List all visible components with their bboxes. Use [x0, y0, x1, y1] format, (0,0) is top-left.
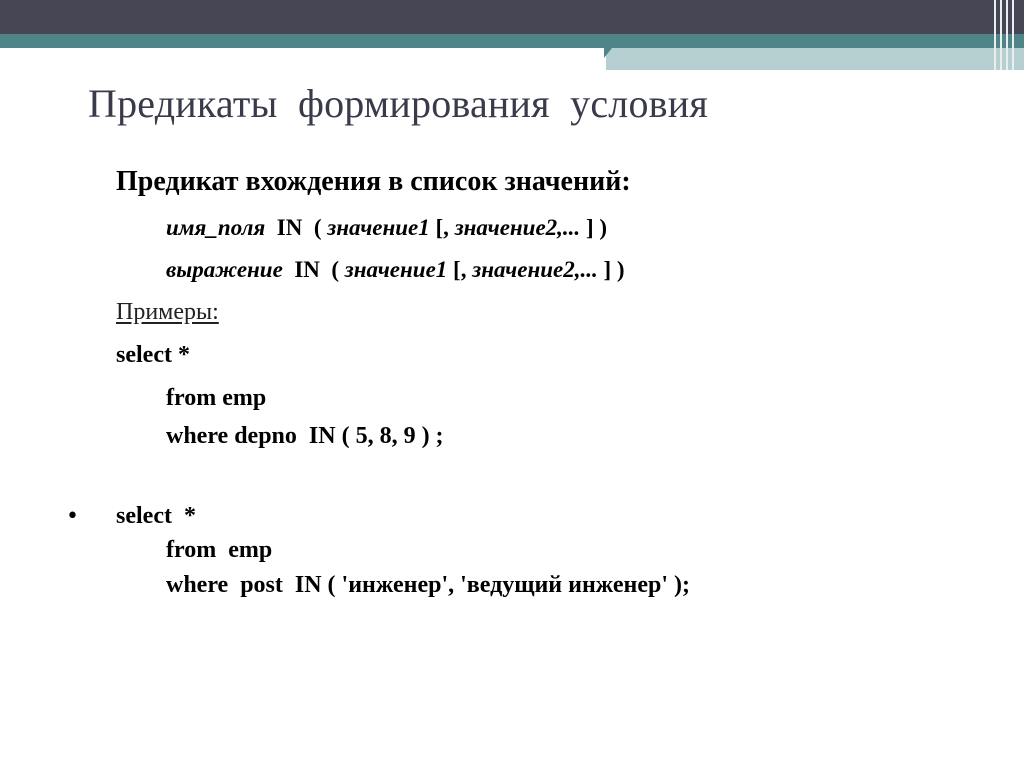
syntax-open-paren: (: [319, 257, 340, 282]
syntax-keyword: IN: [294, 257, 320, 282]
syntax-line-expression: [166, 258, 625, 281]
syntax-value1: значение1: [344, 257, 448, 282]
slide-subtitle: Предикат вхождения в список значений:: [116, 166, 631, 197]
header-band-teal-left: [0, 34, 604, 48]
syntax-open-paren: (: [302, 215, 322, 240]
syntax-close: ] ): [603, 257, 625, 282]
example2-where: where post IN ( 'инженер', 'ведущий инженер' );: [166, 572, 691, 598]
header-stripes: [990, 0, 1024, 70]
header-notch: [604, 48, 612, 58]
syntax-optional-bracket: [,: [447, 257, 467, 282]
example1-where: where depno IN ( 5, 8, 9 ) ;: [166, 423, 444, 449]
syntax-line-field: [166, 216, 607, 239]
syntax-close: ] ): [585, 215, 608, 240]
header-band-teal-right: [604, 34, 1024, 48]
syntax-optional-bracket: [,: [429, 215, 449, 240]
examples-label: Примеры:: [116, 299, 219, 325]
syntax-value2: значение2,...: [454, 215, 581, 240]
syntax-value1: значение1: [327, 215, 430, 240]
example2-select: select *: [116, 503, 196, 529]
header-band-dark: [0, 0, 1024, 34]
example2-from: from emp: [166, 537, 273, 563]
syntax-field-name: имя_поля: [166, 215, 266, 240]
example1-from: from emp: [166, 385, 267, 411]
header-band-light: [606, 48, 1024, 70]
example1-select: select *: [116, 342, 190, 368]
slide-title: Предикаты формирования условия: [88, 81, 708, 126]
bullet-icon: •: [66, 504, 79, 529]
syntax-expression: выражение: [166, 257, 283, 282]
syntax-value2: значение2,...: [472, 257, 598, 282]
syntax-keyword: IN: [276, 215, 303, 240]
